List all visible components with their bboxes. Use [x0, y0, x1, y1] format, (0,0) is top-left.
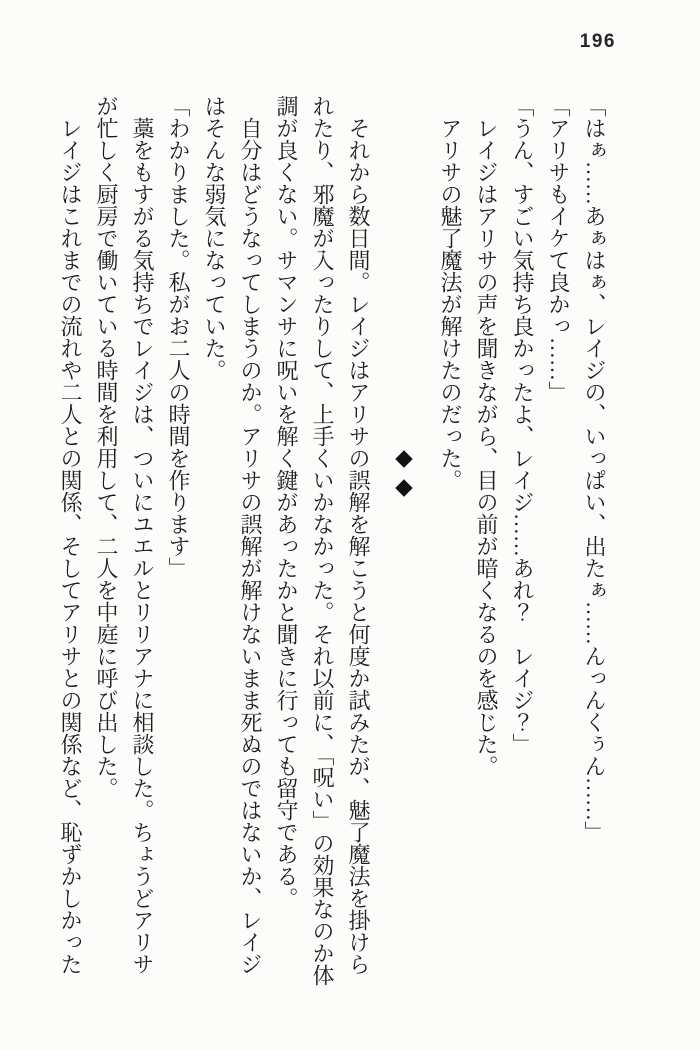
text-column: が忙しく厨房で働いている時間を利用して、二人を中庭に呼び出した。 [94, 95, 119, 799]
text-column: 「うん、すごい気持ち良かったよ、レイジ……あれ？ レイジ？」 [510, 95, 535, 755]
text-column: レイジはアリサの声を聞きながら、目の前が暗くなるのを感じた。 [474, 117, 499, 777]
page-number: 196 [579, 31, 616, 52]
text-column: 「わかりました。私がお二人の時間を作ります」 [166, 95, 191, 579]
text-column: 藁をもすがる気持ちでレイジは、ついにユエルとリリアナに相談した。ちょうどアリサ [130, 117, 155, 975]
page-text [52, 95, 612, 1003]
text-column: レイジはこれまでの流れや二人との関係、そしてアリサとの関係など、恥ずかしかった [58, 117, 83, 975]
text-column: 「はぁ……あぁはぁ、レイジの、いっぱい、出たぁ……んっんくぅん……」 [582, 95, 607, 843]
text-column: それから数日間。レイジはアリサの誤解を解こうと何度か試みたが、魅了魔法を掛けら [346, 117, 371, 975]
text-column: 調が良くない。サマンサに呪いを解く鍵があったかと聞きに行っても留守である。 [274, 95, 299, 909]
section-break-diamonds-icon: ◆◆ [392, 445, 417, 503]
text-column: れたり、邪魔が入ったりして、上手くいかなかった。それ以前に、「呪い」の効果なのか体 [310, 95, 335, 986]
text-column: 自分はどうなってしまうのか。アリサの誤解が解けないまま死ぬのではないか、レイジ [238, 117, 263, 975]
text-column: はそんな弱気になっていた。 [202, 95, 227, 381]
text-column: 「アリサもイケて良かっ……」 [546, 95, 571, 403]
text-column: アリサの魅了魔法が解けたのだった。 [438, 117, 463, 491]
